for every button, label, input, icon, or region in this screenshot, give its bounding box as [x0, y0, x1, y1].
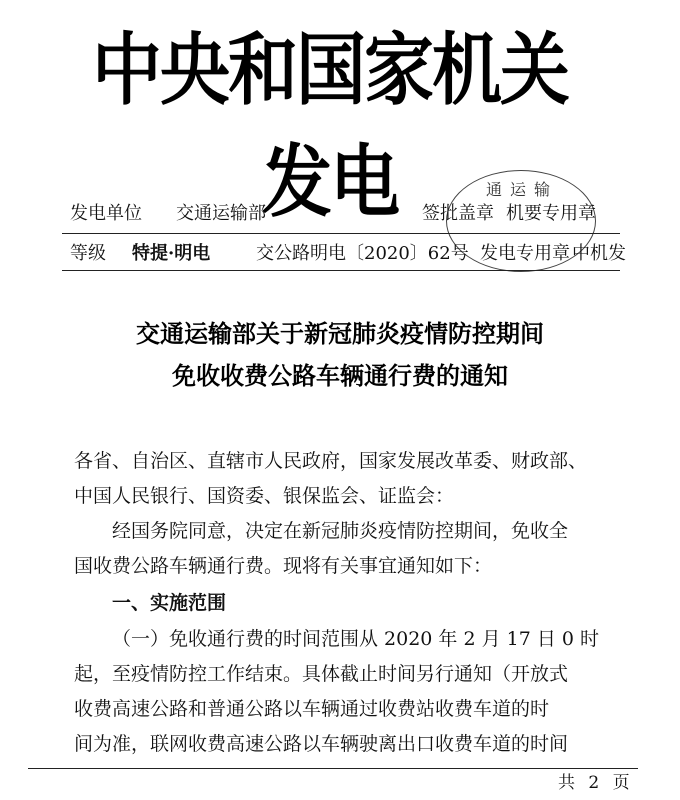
grade-label: 等级	[70, 243, 106, 264]
document-title-line1: 交通运输部关于新冠肺炎疫情防控期间	[136, 319, 544, 348]
sender-label: 发电单位	[70, 203, 142, 224]
paragraph-line: 收费高速公路和普通公路以车辆通过收费站收费车道的时	[74, 698, 550, 720]
section-heading: 一、实施范围	[112, 592, 227, 614]
divider-line	[62, 233, 620, 234]
masthead-title: 中央和国家机关发电	[92, 24, 568, 228]
paragraph-line: 间为准，联网收费高速公路以车辆驶离出口收费车道的时间	[74, 733, 569, 755]
sender-value: 交通运输部	[176, 203, 266, 224]
grade-row	[70, 239, 626, 269]
page-count: 共 2 页	[558, 773, 634, 793]
stamp-number: 中机发	[572, 243, 626, 264]
seal-text: 通运输	[485, 180, 558, 199]
grade-value: 特提·明电	[132, 243, 211, 264]
addressee-line: 各省、自治区、直辖市人民政府，国家发展改革委、财政部、	[74, 450, 588, 472]
paragraph-line: 国收费公路车辆通行费。现将有关事宜通知如下：	[74, 555, 493, 577]
signer-value: 机要专用章	[506, 203, 596, 224]
paragraph-line: 经国务院同意，决定在新冠肺炎疫情防控期间，免收全	[112, 520, 569, 542]
divider-line	[62, 270, 620, 271]
document-title-line2: 免收收费公路车辆通行费的通知	[172, 361, 508, 390]
paragraph-line: 起，至疫情防控工作结束。具体截止时间另行通知（开放式	[74, 663, 569, 685]
document-number: 交公路明电〔2020〕62号	[256, 243, 469, 264]
addressee-line: 中国人民银行、国资委、银保监会、证监会：	[74, 485, 455, 507]
stamp-label: 发电专用章	[480, 243, 570, 264]
sender-row	[70, 199, 610, 229]
footer-divider	[28, 768, 638, 769]
paragraph-line: （一）免收通行费的时间范围从 2020 年 2 月 17 日 0 时	[112, 628, 600, 650]
signer-label: 签批盖章	[422, 203, 494, 224]
